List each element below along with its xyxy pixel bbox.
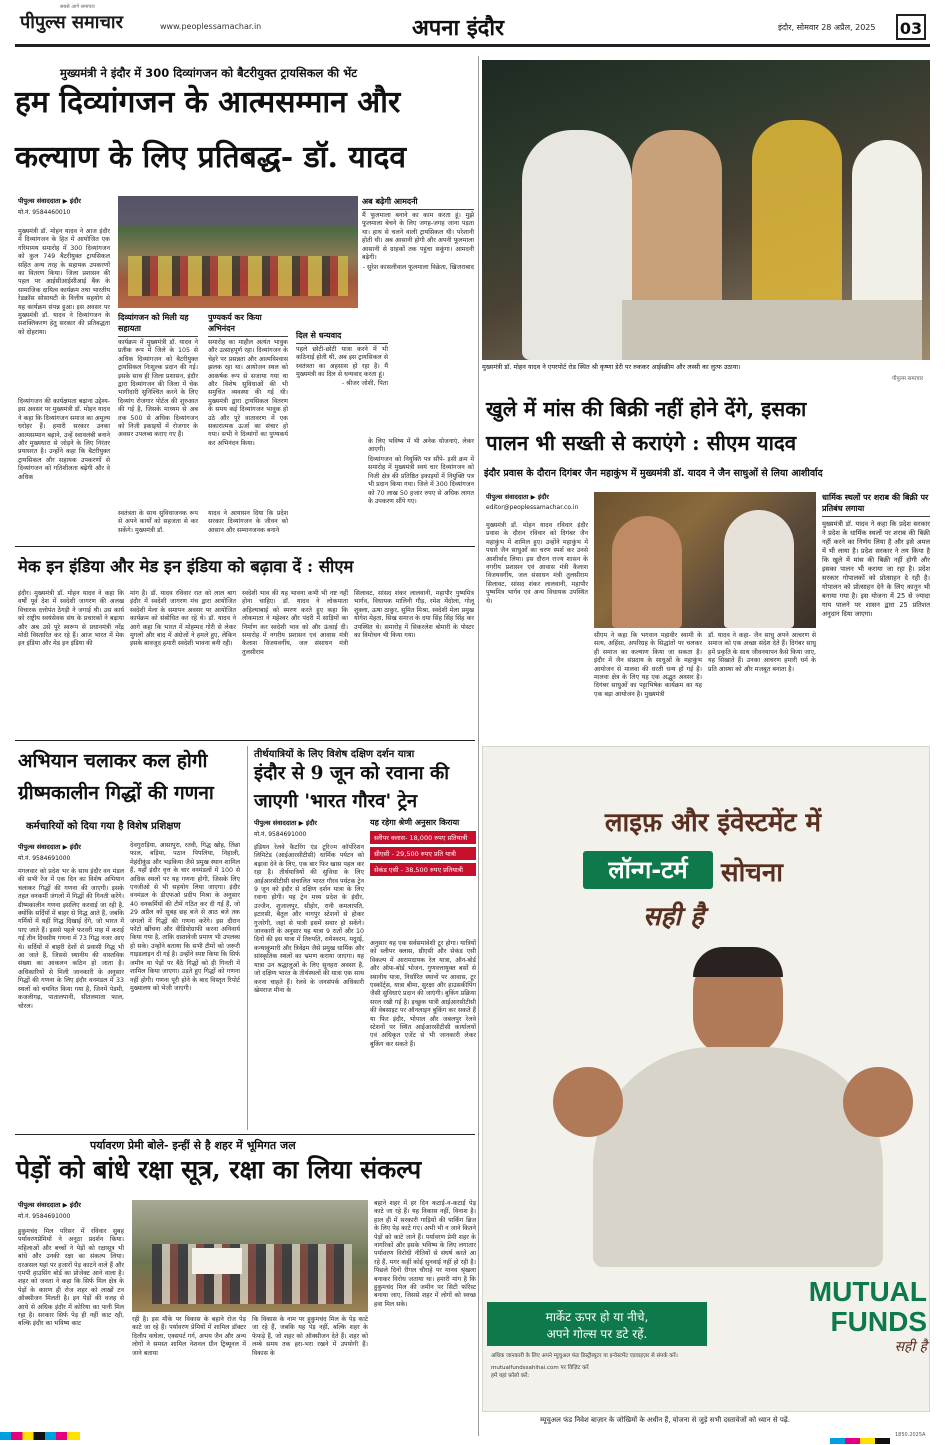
story6-kicker: पर्यावरण प्रेमी बोले- इन्हीं से है शहर में भूमिगत जल [90,1139,296,1152]
ad-panel-line2: अपने गोल्स पर डटे रहें. [546,1327,648,1341]
sidebar-text: मुख्यमंत्री डॉ. यादव ने कहा कि प्रदेश सरकार ने प्रदेश के धार्मिक स्थलों पर शराब की बिक्री नहीं करने का निर्णय लिया है और इसे अमल में भी लाया है। प्रदेश सरकार ने तय किया है कि खुले में मांस की बिक्री नहीं होगी और इसका पालन भी कराया जा रहा है। प्रदेश सरकार गोपालकों को प्रोत्साहन दे रही है। गोपालन को प्रोत्साहन देने के लिए कानून भी बनाया गया है। इस योजना में 25 से ज्यादा गाय पालने पर शासन द्वारा 25 प्रतिशत अनुदान दिया जाएगा। [822,520,930,618]
story6-col3: कि विकास के नाम पर हुकुमचंद मिल के पेड़ काटे जा रहे हैं, जबकि यह पेड़ नहीं, बल्कि शहर के फेफड़े हैं, जो शहर को ऑक्सीजन देते हैं। शहर को लम्बे समय तक हरा-भरा रखने में उपयोगी हैं। विकास के [252,1316,368,1357]
box2-title: दिल से धन्यवाद [296,330,388,344]
registration-marks-left [0,1432,80,1440]
ad-model-hand-right [843,1067,913,1137]
story1-col3 [208,312,288,522]
top-photo-credit: पीपुल्स समाचार [892,376,924,382]
story4-subhead: कर्मचारियों को दिया गया है विशेष प्रशिक्षण [26,821,181,832]
story1-box2 [296,330,388,422]
page-number: 03 [896,14,926,40]
fare-item-3ac: थ्रीएसी - 29,500 रुपए प्रति यात्री [370,847,476,860]
story5-col2: अनुसार यह एक सर्वसमावेशी टूर होगा। यात्रियों को स्लीपर क्लास, थ्रीएसी और सेकंड एसी विकल्प में आरामदायक रेल यात्रा, ऑन-बोर्ड और ऑफ-बोर्ड भोजन, गुणवत्तायुक्त बसों से स्थानीय यात्रा, निर्धारित स्थानों पर आवास, टूर एस्कॉर्ट्स, यात्रा बीमा, सुरक्षा और हाउसकीपिंग जैसी सुविधाएं प्रदान की जाएंगी। बुकिंग प्रक्रिया सरल रखी गई है। इच्छुक यात्री आईआरसीटीसी की वेबसाइट पर ऑनलाइन बुकिंग कर सकते हैं या फिर इंदौर, भोपाल और जबलपुर रेलवे स्टेशनों पर स्थित आईआरसीटीसी कार्यालयों एवं अधिकृत एजेंट से भी जानकारी लेकर बुकिंग कर सकते हैं। [370,940,476,1048]
group-people [152,1244,352,1304]
fare-item-2ac: सेकंड एसी - 38,500 रुपए प्रतियात्री [370,863,476,876]
story6-col4: बहाने शहर में हर दिन कटाई-न-कटाई पेड़ काटे जा रहे हैं। यह विकास नहीं, विनाश है। हाल ही में सरकारी गाड़ियों की पार्किंग ब्रिज के लिए पेड़ काटे गए। अभी भी न जाने कितने पेड़ों को काटे जाने हैं। पर्यावरण प्रेमी शहर के नागरिकों और इसके भविष्य के लिए लगातार पर्यावरण विरोधी नीतियों से संघर्ष करते आ रहे हैं, मगर कहीं कोई सुनवाई नहीं हो रही है। पिछले दिनों रीगल चौराहे पर मानव श्रृंखला बनाकर विरोध जताया था। हमारी मांग है कि हुकुमचंद मिल की जमीन पर सिटी फॉरेस्ट बनाया जाए, जिससे शहर में लोगों को स्वच्छ हवा मिल सके। [374,1200,477,1308]
main-column-divider [478,56,479,1436]
ad-disclaimer: म्यूचुअल फंड निवेश बाज़ार के जोखिमों के अधीन हैं, योजना से जुड़े सभी दस्तावेजों को ध्यान से पढ़ें. [540,1416,790,1424]
masthead [0,0,945,44]
story4-headline-line2: ग्रीष्मकालीन गिद्धों की गणना [18,782,214,804]
story1-col4-subtext: दिव्यांगजन को नियुक्ति पत्र सौंपे- इसी क्रम में समारोह में मुख्यमंत्री स्वयं चार दिव्यांगजन को निजी क्षेत्र की प्रतिष्ठित इकाइयों में नियुक्ति पत्र भी प्रदान किया गया। जिले में 300 दिव्यांगजन को 70 लाख 50 हजार रुपए से अधिक लागत के उपकरण सौंपे गए। [368,456,474,506]
story1-kicker: मुख्यमंत्री ने इंदौर में 300 दिव्यांगजन को बैटरीयुक्त ट्रायसिकल की भेंट [60,66,358,80]
ad-brand-line2: FUNDS [830,1306,927,1337]
byline-mobile: मो.नं. 9584460010 [18,209,71,216]
story5-byline-text: पीपुल्स संवाददाता ▶ इंदौर [254,819,317,827]
story1-col3-more: यादव ने आयासन दिया कि प्रदेश सरकार दिव्यांगजन के जीवन को आसान और सम्मानजनक बनाने [208,510,288,534]
col2-title: दिव्यांगजन को मिली यह सहायता [118,312,198,337]
story3-col1: इंदौर। मुख्यमंत्री डॉ. मोहन यादव ने कहा कि वर्षों पूर्व देश में स्वदेशी जागरण की अलख विचारक दत्तोपंत ठेंगड़ी ने जगाई थी। उस कार्य को राष्ट्रीय स्वयंसेवक संघ के प्रचारकों ने बढ़ाया और अब उसे पूरे स्वरूप से प्रधानमंत्री नरेंद्र मोदी विस्तारित कर रहे हैं। आज भारत में मेक इन इंडिया और मेड इन इंडिया की [18,590,124,648]
tent-canopy [118,196,358,226]
story1-headline-line2: कल्याण के लिए प्रतिबद्ध- डॉ. यादव [15,140,407,175]
counter-trays [622,300,922,360]
story2-headline-line1: खुले में मांस की बिक्री नहीं होने देंगे, इसका [486,397,807,421]
story1-box1 [362,196,474,328]
sidebar-title: धार्मिक स्थलों पर शराब की बिक्री पर प्रतिबंध लगाया [822,492,930,517]
story6-col1: हुकुमचंद मिल परिसर में रविवार सुबह पर्यावरणप्रेमियों ने अनूठा प्रदर्शन किया। महिलाओं और बच्चों ने पेड़ों को रक्षासूत्र भी बांधे और उनकी रक्षा का संकल्प लिया। दरअसल यहां पर हजारों पेड़ काटने वाले हैं और एमपी हाउसिंग बोर्ड का प्रोजेक्ट आने वाला है। शहर को जनता ने कहा कि सिर्फ मिल क्षेत्र के पेड़ों के कारण ही रोज शहर को लाखों टन ऑक्सीजन मिलती है। इन पेड़ों की वजह से आधे से अधिक इंदौर में कोरिया का पानी मिल रहा है। सरकार सिर्फ पेड़ ही नहीं काट रही, बल्कि इंदौर का भविष्य काट [18,1228,124,1328]
box1-text: मैं फूलमाला बनाने का काम करता हूं। मुझे फूलमाला बेचने के लिए जगह-जगह जाना पड़ता था। हाथ से चलने वाली ट्रायसिकल थी। परेशानी होती थी। अब आसानी होगी और अपनी फूलमाला आसानी से ग्राहकों तक पहुंचा सकूंगा। आमदनी बढ़ेगी। [362,212,474,262]
story3-col2: मांग है। डॉ. यादव रविवार रात को लाल बाग इंदौर में स्वदेशी जागरण मंच द्वारा आयोजित स्वदेशी मेला के समापन अवसर पर आयोजित कार्यक्रम को संबोधित कर रहे थे। डॉ. यादव ने आगे कहा कि भारत में मोहम्मद गोरी से लेकर मुगलों और बाद में अंग्रेजों ने हमले हुए, लेकिन इसके बावजूद हमारी स्वदेशी भावना बनी रही। [130,590,236,648]
ad-headline-line2: सोचना [721,858,783,888]
story4-headline-line1: अभियान चलाकर कल होगी [18,750,208,772]
ad-headline-line1: लाइफ़ और इंवेस्टमेंट में [604,808,822,838]
ad-code: 1850.2025A [895,1432,926,1438]
cm-icecream-photo [482,60,930,360]
ad-model-hand-left [553,1067,623,1137]
logo-text: पीपुल्स समाचार [20,12,123,33]
story4-story5-divider [247,746,248,1130]
tree-rakhi-photo [132,1200,368,1312]
saint-figure [612,516,682,628]
story2-email[interactable]: editor@peoplessamachar.co.in [486,504,579,511]
box1-title: अब बढ़ेगी आमदनी [362,196,474,210]
story5-headline-line2: जाएगी 'भारत गौरव' ट्रेन [254,791,418,812]
tricycle-photo [118,196,358,308]
ad-brand-block [717,1277,927,1387]
fare-title: यह रहेगा श्रेणी अनुसार किराया [370,818,460,827]
story2-headline-line2: पालन भी सख्ती से कराएंगे : सीएम यादव [486,431,797,455]
story6-mobile: मो.नं. 9584691000 [18,1213,71,1220]
story1-col2 [118,312,198,522]
masthead-divider [15,44,930,47]
story2-col1-text: मुख्यमंत्री डॉ. मोहन यादव रविवार इंदौर प्रवास के दौरान रविवार को दिगंबर जैन महाकुंभ में शामिल हुए। उन्होंने महाकुंभ में पधारे जैन साधुओं का चरण स्पर्श कर उनसे आशीर्वाद लिया। इस दौरान राज्य शासन के नगरीय प्रशासन एवं आवास मंत्री कैलाश विजयवर्गीय, जल संसाधन मंत्री तुलसीराम सिलावट, सांसद शंकर लालवानी, महापौर पुष्यमित्र भार्गव एवं अन्य विधायक उपस्थित थे। [486,522,588,605]
story6-headline: पेड़ों को बांधे रक्षा सूत्र, रक्षा का लिया संकल्प [16,1155,422,1184]
banner [192,1248,242,1274]
story2-sidebar [822,492,930,740]
story1-headline-line1: हम दिव्यांगजन के आत्मसम्मान और [15,85,401,120]
story5-byline [254,818,364,838]
story1-col4-text: के लिए भविष्य में भी अनेक योजनाएं, लेकर आएगी। [368,438,474,454]
ad-panel-line1: मार्केट ऊपर हो या नीचे, [545,1310,649,1324]
story6-byline-text: पीपुल्स संवाददाता ▶ इंदौर [18,1201,81,1209]
ad-small-text1: अधिक जानकारी के लिए अपने म्युचुअल फंड डिस्ट्रीब्यूटर या इन्वेस्टमेंट एडवाइज़र से संपर्क करें। [491,1353,678,1359]
story6-byline [18,1200,124,1220]
tricycle-row [128,256,348,296]
mid-divider [15,740,475,741]
story1-col1-text: मुख्यमंत्री डॉ. मोहन यादव ने आज इंदौर में दिव्यांगजन के हित में आयोजित एक गरिमामय समारोह में 300 दिव्यांगजन को कुल 749 बैटरीयुक्त ट्रायसिकल सहित अन्य तरह के सहायक उपकरणों का वितरण किया। जिला प्रशासन की पहल पर आईसीआईसीआई बैंक के सामाजिक दायित्व कार्यक्रम तथा भारतीय रेडक्रॉस सोसायटी के वित्तीय सहयोग से यह कार्यक्रम संपन्न हुआ। इस अवसर पर मुख्यमंत्री डॉ. यादव ने दिव्यांगजन के सशक्तिकरण हेतु सरकार की प्रतिबद्धता को दोहराया। [18,228,110,336]
mutual-fund-ad[interactable] [482,746,930,1412]
ad-highlight-box [583,851,713,889]
story5-kicker: तीर्थयात्रियों के लिए विशेष दक्षिण दर्शन यात्रा [254,749,415,760]
story1-col2-more: स्वतंत्रता के साथ सुविधाजनक रूप से अपने कार्यों को सहजता से कर सकेंगे। मुख्यमंत्री डॉ. [118,510,198,534]
story6-top-rule [15,1134,475,1135]
story2-col2-text: सीएम ने कहा कि भगवान महावीर स्वामी के सत्य, अहिंसा, अपरिग्रह के सिद्धांतों पर चलकर ही समाज का कल्याण किया जा सकता है। इंदौर में जैन संप्रदाय के साधुओं के महाकुंभ आयोजन से मालवा की धरती धन्य हो गई है। मालवा क्षेत्र के लिए यह एक अद्भुत अवसर है। दिगंबर साधुओं का पट्टाभिषेक कार्यक्रम का यह एक बड़ा आयोजन है। मुख्यमंत्री [594,632,702,698]
col2-text: कार्यक्रम में मुख्यमंत्री डॉ. यादव ने प्रतीक रूप में जिले के 105 से अधिक दिव्यांगजन को बैटरीयुक्त ट्रायसिकल निःशुल्क प्रदान की गई। इसके साथ ही जिला प्रशासन, इंदौर द्वारा दिव्यांगजन की जिला में चेक भागीदारी सुनिश्चित करने के लिए दिव्यांग रोजगार पोर्टल की शुरुआत की गई है, जिसके माध्यम से अब तक 500 से अधिक दिव्यांगजन को निजी इकाइयों में रोजगार के अवसर उपलब्ध कराए गए हैं। [118,339,198,439]
box2-text: पहले छोटी-छोटी यात्रा करने में भी कठिनाई होती थी, अब इस ट्रायसिकल से स्वतंत्रता का अहसास हो रहा है। मैं मुख्यमंत्री का दिल से धन्यवाद करता हूं। [296,346,388,379]
story3-headline: मेक इन इंडिया और मेड इन इंडिया को बढ़ावा दें : सीएम [18,557,354,576]
story2-byline [486,492,588,511]
box2-sign: - श्रीजर जोशी, पिता [341,379,388,387]
section-title: अपना इंदौर [412,16,505,41]
story3-col3: स्वदेशी भाव की यह भावना कभी भी नष्ट नहीं होना चाहिए। डॉ. यादव ने लोकमाता अहिल्याबाई को स्मरण करते हुए कहा कि लोकमाता ने महेश्वर और पंदरी में साड़ियों का निर्माण कर स्वदेशी भाव को और ऊंचाई दी। समारोह में नगरीय प्रशासन एवं आवास मंत्री कैलाश विजयवर्गीय, जल संसाधन मंत्री तुलसीराम [242,590,348,656]
ad-model-figure [553,947,913,1267]
story4-col1: मंगलवार को प्रदेश भर के साथ इंदौर वन मंडल की सभी रेंज में एक दिन का विशेष अभियान चलाकर गिद्धों की गणना की जाएगी। इसके तहत वनकर्मी जंगलों में गिद्धों की गिनती करेंगे। ग्रीष्मकालीन गणना इसलिए करवाई जा रही है, क्योंकि सर्दियों में बाहर से गिद्ध आते हैं, जबकि गर्मियों में यहीं गिद्ध दिखाई देंगे, जो भारत में पाए जाते हैं। इससे पहले फरवरी माह में कराई गई तीन दिवसीय गणना में 73 गिद्ध नजर आए थे। सर्दियों में बाहरी देशों से प्रवासी गिद्ध भी आ जाते हैं, जिससे स्थानीय की वास्तविक संख्या का आकलन कठिन हो जाता है। अधिकारियों से मिली जानकारी के अनुसार गिद्धों की गणना के लिए इंदौर वनमंडल में 33 स्थलों को चयनित किया गया है, जिनमें पेडमी, कजलीगढ़, पातालपानी, सीतलमाता फाल, चोरल। [18,868,124,1010]
ad-headline-line3: सही है [643,902,704,932]
ad-small-text3: हमें यहां फ़ॉलो करें: [491,1372,530,1379]
cm-figure [724,510,794,628]
story5-col1: इंडियन रेलवे कैटरिंग एंड टूरिज्म कॉर्पोरेशन लिमिटेड (आईआरसीटीसी) धार्मिक पर्यटन को बढ़ावा देने के लिए, एक बार फिर खास पहल कर रहा है। तीर्थयात्रियों की सुविधा के लिए आईआरसीटीसी संचालित भारत गौरव पर्यटक ट्रेन 9 जून को इंदौर से दक्षिण दर्शन यात्रा के लिए रवाना होगी। यह ट्रेन मध्य प्रदेश के इंदौर, उज्जैन, शुजालपुर, सीहोर, रानी कमलापति, इटारसी, बैतूल और नागपुर स्टेशनों से होकर गुजरेगी, जहां से यात्री इसमें सवार हो सकेंगे। जानकारी के अनुसार यह यात्रा 9 रातों और 10 दिनों की इस यात्रा में तिरुपति, रामेश्वरम, मदुरई, कन्याकुमारी और त्रिवेंद्रम जैसे प्रमुख धार्मिक और सांस्कृतिक स्थलों का भ्रमण कराया जाएगा। यह यात्रा उन श्रद्धालुओं के लिए सुनहरा अवसर है, जो दक्षिण भारत के तीर्थस्थलों की यात्रा एक साथ करना चाहते हैं। रेलवे के जनसंपर्क अधिकारी खेमराज मीना के [254,844,364,994]
story2-col3-text: डॉ. यादव ने कहा- जैन साधु अपने आचरण से समाज को एक अच्छा संदेश देते हैं। दिगंबर साधु हमें प्रकृति के साथ जीवनयापन कैसे किया जाए, यह सिखाते हैं। उनका आचरण हमारी धर्म के प्रति आस्था को और मजबूत बनाता है। [708,632,816,673]
ad-message-panel [487,1302,707,1346]
masthead-url[interactable]: www.peoplessamachar.in [160,22,262,31]
story4-byline-text: पीपुल्स संवाददाता ▶ इंदौर [18,843,81,851]
person-white-kurta [522,130,632,360]
jain-saint-photo [594,492,816,628]
story4-byline [18,842,124,862]
ad-model-hair [693,947,783,977]
top-photo-caption: मुख्यमंत्री डॉ. मोहन यादव ने एयरपोर्ट रोड स्थित श्री कृष्णा डेरी पर रुककर आईस्क्रीम और लस्सी का लुत्फ उठाया। [482,363,741,371]
fare-box [370,818,476,938]
story2-kicker: इंदौर प्रवास के दौरान दिगंबर जैन महाकुंभ में मुख्यमंत्री डॉ. यादव ने जैन साधुओं से लिया आशीर्वाद [484,468,823,479]
issue-date: इंदौर, सोमवार 28 अप्रैल, 2025 [778,23,876,32]
box1-sign: - सुरेश कासलीवाल फूलमाला विक्रेता, खिजराबाद [362,264,474,272]
story4-mobile: मो.नं. 9584691000 [18,855,71,862]
logo-tag: सबसे आगे समाचार [60,4,95,10]
story5-mobile: मो.नं. 9584691000 [254,831,307,838]
story4-col2: देवगुराड़िया, आसापुरा, रतवी, गिद्ध खोह, तिंछा फाल, बड़िया, पठान पिपलिया, निहाली, मेहंदीकुंड और भड़किया जैसे प्रमुख स्थान शामिल हैं, यहाँ इंदौर वृत्त के चार वनमंडलों में 100 से अधिक स्थलों पर यह गणना होगी, जिसके लिए एनजीओ से भी सहयोग लिया जाएगा। इंदौर वनमंडल के डीएफओ प्रदीप मिश्रा के अनुसार 40 वनकर्मियों की टीमें गठित कर दी गई हैं, जो 29 अप्रैल को सुबह छह बजे से आठ बजे तक जंगलों में गिद्धों की गणना करेंगे। इस दौरान फोटो खींचना और वीडियोग्राफी करना अनिवार्य किया गया है, ताकि दस्तावेजी प्रमाण भी उपलब्ध हो सके। उन्होंने बताया कि सभी टीमों को जरूरी गाइडलाइन दी गई है। उन्होंने स्पष्ट किया कि सिर्फ जमीन या पेड़ों पर बैठे गिद्धों को ही गिनती में शामिल किया जाएगा। उड़ते हुए गिद्धों को गणना नहीं होगी। गणना पूरी होने के बाद विस्तृत रिपोर्ट मुख्यालय को भेजी जाएगी। [130,842,240,992]
col3-title: पुण्यकर्य कर किया अभिनंदन [208,312,288,337]
byline-text: पीपुल्स संवाददाता ▶ इंदौर [18,197,81,205]
ad-small-info [491,1353,701,1379]
story5-headline-line1: इंदौर से 9 जून को रवाना की [254,763,449,784]
fare-item-sleeper: स्लीपर क्लास- 18,000 रुपए प्रतियात्री [370,831,476,844]
ad-brand-tagline: सही है [894,1339,927,1355]
story1-col1-subtext: दिव्यांगजन की कार्यक्षमता बढ़ाना उद्देश्य- इस अवसर पर मुख्यमंत्री डॉ. मोहन यादव ने कहा कि दिव्यांगजन समाज का अमूल्य धरोहर हैं। हमारी सरकार उनका आत्मसम्मान बढ़ाने, उन्हें स्वावलंबी बनाने और मुख्यधारा से जोड़ने के लिए निरंतर प्रयासरत है। उन्होंने कहा कि बैटरीयुक्त ट्रायसिकल और सहायक उपकरणों से दिव्यांगजन को गतिशीलता बढ़ेगी और वे अधिक [18,398,110,481]
story3-col4: सिलावट, सांसद शंकर लालवानी, महापौर पुष्यमित्र भार्गव, विधायक मालिनी गौड़, रमेश मेंदोला, गोलू शुक्ला, ऊषा ठाकुर, सुमित मिश्रा, स्वदेशी मेला प्रमुख योगेश मेहता, सिख समाज के दया सिंह सिंह सिंह कर उपस्थित थे। समारोह में सिकरलेश बोमारी के पोस्टर का विमोचन भी किया गया। [354,590,474,640]
ad-headline-highlight: लॉन्ग-टर्म [608,856,688,884]
story2-byline-text: पीपुल्स संवाददाता ▶ इंदौर [486,493,549,501]
story3-top-rule [15,546,475,547]
ad-small-text2[interactable]: mutualfundssahihai.com पर विज़िट करें [491,1364,589,1371]
ad-brand-line1: MUTUAL [808,1276,927,1307]
ad-model-body [593,1047,883,1267]
story6-col2: रही है। इस मौके पर विकास के बहाने रोज पेड़ काटे जा रहे हैं। पर्यावरण प्रेमियों में शामिल डॉक्टर दिलीप वाघेला, एक्सपर्ट गर्ग, अभय जैन और अन्य लोगों ने समस्त शामिल नेशनल ग्रीन ट्रिब्यूनल में जाने बताया [132,1316,246,1357]
col3-text: समारोह का माहौल अत्यंत भावुक और उत्साहपूर्ण रहा। दिव्यांगजन के चेहरे पर प्रसन्नता और आत्मविश्वास झलक रहा था। आयोजन स्थल को आकर्षक रूप से सजाया गया था और विशेष सुविधाओं की भी समुचित व्यवस्था की गई थी। मुख्यमंत्री द्वारा ट्रायसिकल वितरण के समय कई दिव्यांगजन भावुक हो उठे और पूरे वातावरण में एक सकारात्मक ऊर्जा का संचार हो गया। सभी ने दिव्यांगों का पुण्यकर्य कर अभिनंदन किया। [208,339,288,447]
story1-byline [18,196,110,216]
masthead-logo [20,4,160,34]
registration-marks-right [830,1438,890,1444]
